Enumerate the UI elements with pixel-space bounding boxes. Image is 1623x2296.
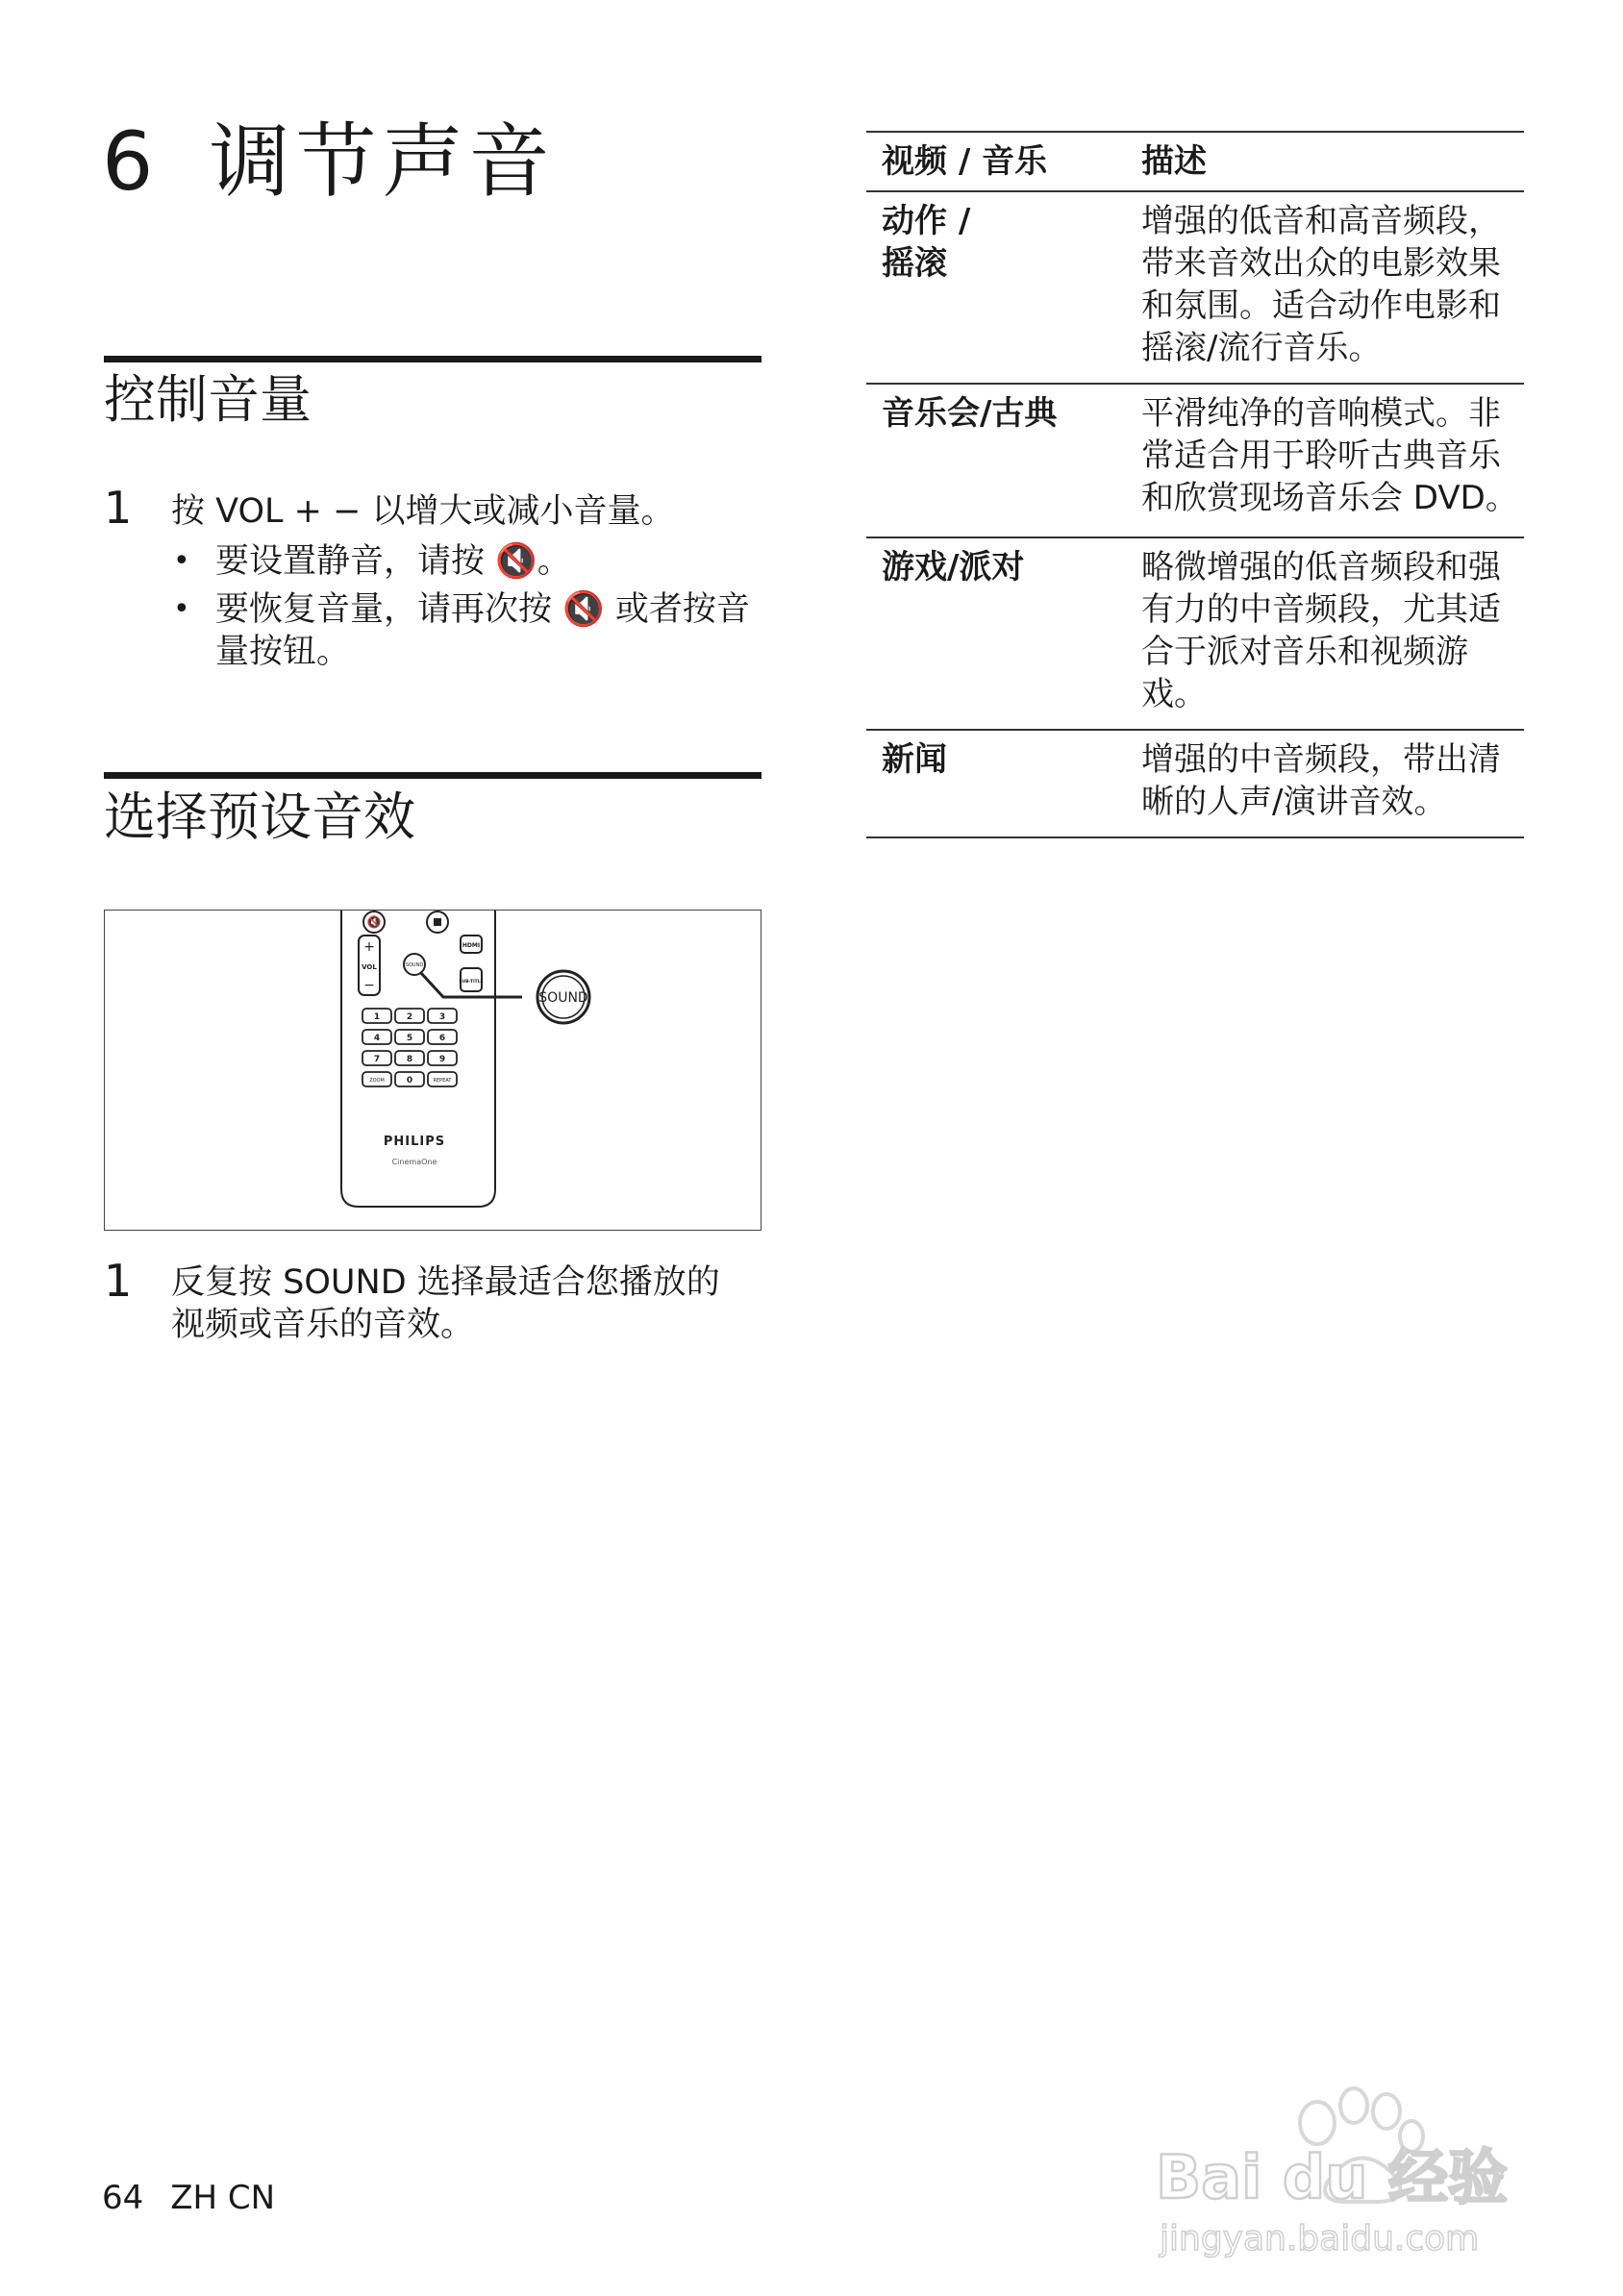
table-cell-mode: 动作 / 摇滚 [882,202,971,283]
remote-repeat-label: REPEAT [433,1078,452,1084]
callout-line [420,972,522,997]
remote-sound-label: SOUND [405,962,424,968]
key-4: 4 [373,1034,381,1043]
page-footer [102,2177,275,2219]
table-row [866,190,1524,383]
bullet-text: 要恢复音量，请再次按 [215,590,563,629]
table-header-mode: 视频 / 音乐 [882,142,1048,181]
bullet-text: 。 [537,542,571,581]
key-8: 8 [406,1055,413,1064]
remote-model: CinemaOne [391,1158,437,1166]
remote-zoom-label: ZOOM [369,1078,385,1084]
section-title-preset: 选择预设音效 [104,786,415,847]
mute-icon: 🔇 [495,542,537,581]
remote-subtitle-label: SUB-TITLE [459,980,484,985]
step-number: 1 [104,482,133,534]
bullet-dot: • [173,544,190,578]
bullet-item-mute [215,540,763,583]
callout-sound-label: SOUND [538,990,588,1006]
table-cell-mode: 新闻 [882,740,947,779]
remote-illustration [105,911,762,1232]
remote-vol-label: VOL [362,963,377,971]
chapter-number: 6 [102,114,160,209]
section-rule-preset [104,772,762,779]
table-row [866,383,1524,537]
bullet-item-unmute [215,588,767,673]
key-5: 5 [406,1034,413,1043]
svg-text:−: − [363,978,375,993]
key-6: 6 [438,1034,446,1043]
key-3: 3 [438,1012,446,1022]
step-text-preset: 反复按 SOUND 选择最适合您播放的视频或音乐的音效。 [171,1263,720,1344]
table-cell-mode: 音乐会/古典 [882,394,1058,433]
watermark-url: jingyan.baidu.com [1160,2219,1480,2259]
chapter-title [102,113,555,210]
table-header-desc: 描述 [1141,142,1207,181]
key-7: 7 [373,1055,381,1064]
baidu-watermark [1154,2067,1548,2259]
sound-mode-table [866,131,1524,838]
step-text-volume: 按 VOL + − 以增大或减小音量。 [171,492,675,531]
bullet-text: 或者按音量按钮。 [215,590,750,671]
step-number: 1 [104,1255,133,1307]
watermark-brand: Bai du 经验 [1156,2142,1509,2212]
table-cell-mode: 游戏/派对 [882,548,1025,586]
remote-mute-glyph: 🔇 [366,915,382,929]
bullet-dot: • [173,592,190,626]
table-cell-desc: 增强的中音频段，带出清晰的人声/演讲音效。 [1141,740,1501,821]
remote-hdmi-label: HDMI [462,942,481,949]
section-title-volume: 控制音量 [104,369,312,430]
table-cell-desc: 增强的低音和高音频段，带来音效出众的电影效果和氛围。适合动作电影和摇滚/流行音乐。 [1141,202,1501,367]
table-cell-desc: 平滑纯净的音响模式。非常适合用于聆听古典音乐和欣赏现场音乐会 DVD。 [1141,394,1518,517]
svg-text:+: + [363,939,375,955]
bullet-text: 要设置静音，请按 [215,542,496,581]
table-row [866,537,1524,729]
key-9: 9 [438,1055,446,1064]
table-header-row [866,131,1524,190]
table-row [866,729,1524,838]
key-1: 1 [373,1012,381,1022]
key-2: 2 [406,1012,413,1022]
table-cell-desc: 略微增强的低音频段和强有力的中音频段，尤其适合于派对音乐和视频游戏。 [1141,548,1501,713]
key-0: 0 [406,1076,413,1086]
page-number: 64 [102,2179,144,2217]
remote-control-figure [104,910,762,1231]
section-rule-volume [104,356,762,362]
language-code: ZH CN [170,2179,276,2217]
remote-brand: PHILIPS [383,1135,446,1149]
chapter-title-text: 调节声音 [209,114,556,209]
mute-icon: 🔇 [562,590,605,629]
